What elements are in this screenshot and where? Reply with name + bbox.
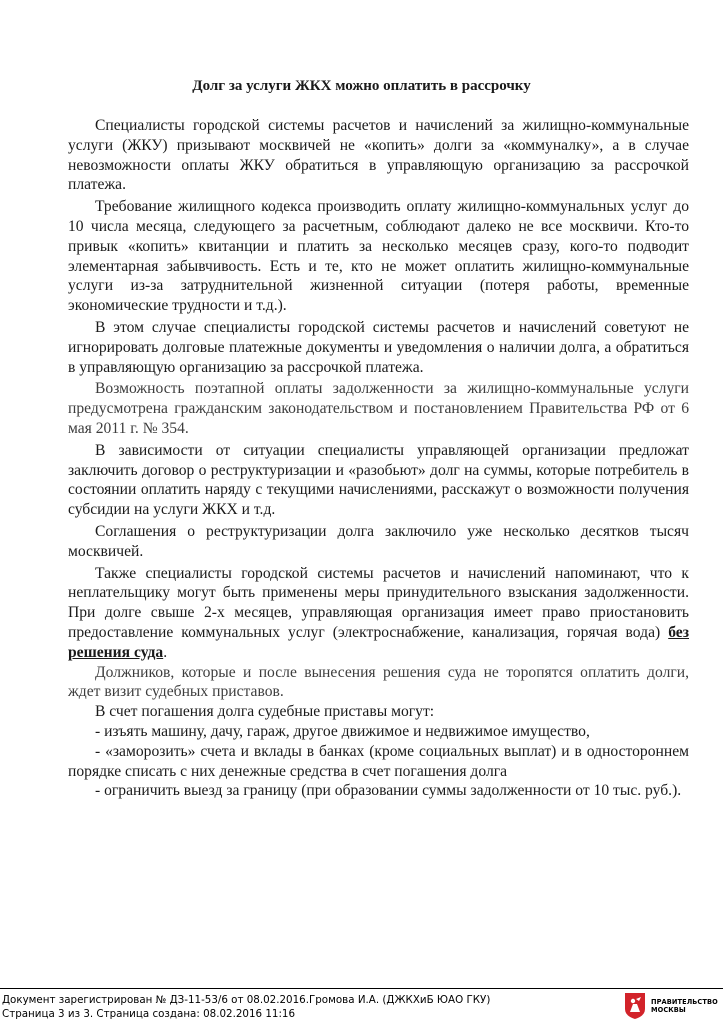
footer-line-2: Страница 3 из 3. Страница создана: 08.02.2016 11:16	[2, 1008, 296, 1020]
wordmark-line-1: ПРАВИТЕЛЬСТВО	[651, 998, 718, 1006]
paragraph-5: В зависимости от ситуации специалисты управляющей организации предложат заключить договор о реструктуризации и «разобьют» долг на суммы, которые потребитель в состоянии оплатить наряду с текущими начислениями, расскажут о возможности получения субсидии на услуги ЖКХ и т.д.	[68, 441, 689, 519]
paragraph-4: Возможность поэтапной оплаты задолженности за жилищно-коммунальные услуги предусмотрена гражданским законодательством и постановлением Правительства РФ от 6 мая 2011 г. № 354.	[68, 380, 689, 437]
wordmark-line-2: МОСКВЫ	[651, 1006, 686, 1014]
government-wordmark	[651, 998, 718, 1014]
doc-title: Долг за услуги ЖКХ можно оплатить в рассрочку	[192, 78, 531, 94]
footer-registration	[2, 993, 490, 1021]
footer-line-1: Документ зарегистрирован № ДЗ-11-53/6 от 08.02.2016.Громова И.А. (ДЖКХиБ ЮАО ГКУ)	[2, 994, 491, 1006]
moscow-emblem-icon	[624, 992, 646, 1020]
moscow-government-logo	[624, 990, 720, 1022]
list-item-2: - «заморозить» счета и вклады в банках (кроме социальных выплат) и в одностороннем порядке списать с них денежные средства в счет погашения долга	[68, 742, 689, 780]
paragraph-6: Соглашения о реструктуризации долга заключило уже несколько десятков тысяч москвичей.	[68, 522, 689, 560]
footer-divider	[0, 988, 723, 989]
paragraph-2: Требование жилищного кодекса производить оплату жилищно-коммунальных услуг до 10 числа месяца, следующего за расчетным, соблюдают далеко не все москвичи. Кто-то привык «копить» квитанции и платить за несколько месяцев сразу, кого-то подводит элементарная забывчивость. Есть и те, кто не может оплатить жилищно-коммунальные услуги из-за затруднительной жизненной ситуации (потеря работы, временные экономические трудности и т.д.).	[68, 198, 689, 315]
no-court-decision-emphasis: без решения суда	[68, 623, 689, 661]
list-item-1: - изъять машину, дачу, гараж, другое движимое и недвижимое имущество,	[95, 722, 590, 740]
paragraph-8: Должников, которые и после вынесения решения суда не торопятся оплатить долги, ждет визит судебных приставов.	[68, 663, 689, 701]
list-item-3: - ограничить выезд за границу (при образовании суммы задолженности от 10 тыс. руб.).	[95, 782, 682, 800]
paragraph-7	[68, 564, 689, 663]
paragraph-1: Специалисты городской системы расчетов и начислений за жилищно-коммунальные услуги (ЖКУ) призывают москвичей не «копить» долги за «коммуналку», а в случае невозможности оплаты ЖКУ обратиться в управляющую организацию за рассрочкой платежа.	[68, 117, 689, 194]
paragraph-9: В счет погашения долга судебные приставы могут:	[95, 703, 435, 721]
paragraph-3: В этом случае специалисты городской системы расчетов и начислений советуют не игнорировать долговые платежные документы и уведомления о наличии долга, а обратиться в управляющую организацию за рассрочкой платежа.	[68, 318, 689, 376]
document-body	[68, 116, 689, 801]
paragraph-7-text: Также специалисты городской системы расчетов и начислений напоминают, что к неплательщику могут быть применены меры принудительного взыскания задолженности. При долге свыше 2-х месяцев, управляющая организация имеет право приостановить предоставление коммунальных услуг (электроснабжение, канализация, горячая вода)	[68, 564, 689, 641]
paragraph-7-end: .	[163, 643, 168, 661]
